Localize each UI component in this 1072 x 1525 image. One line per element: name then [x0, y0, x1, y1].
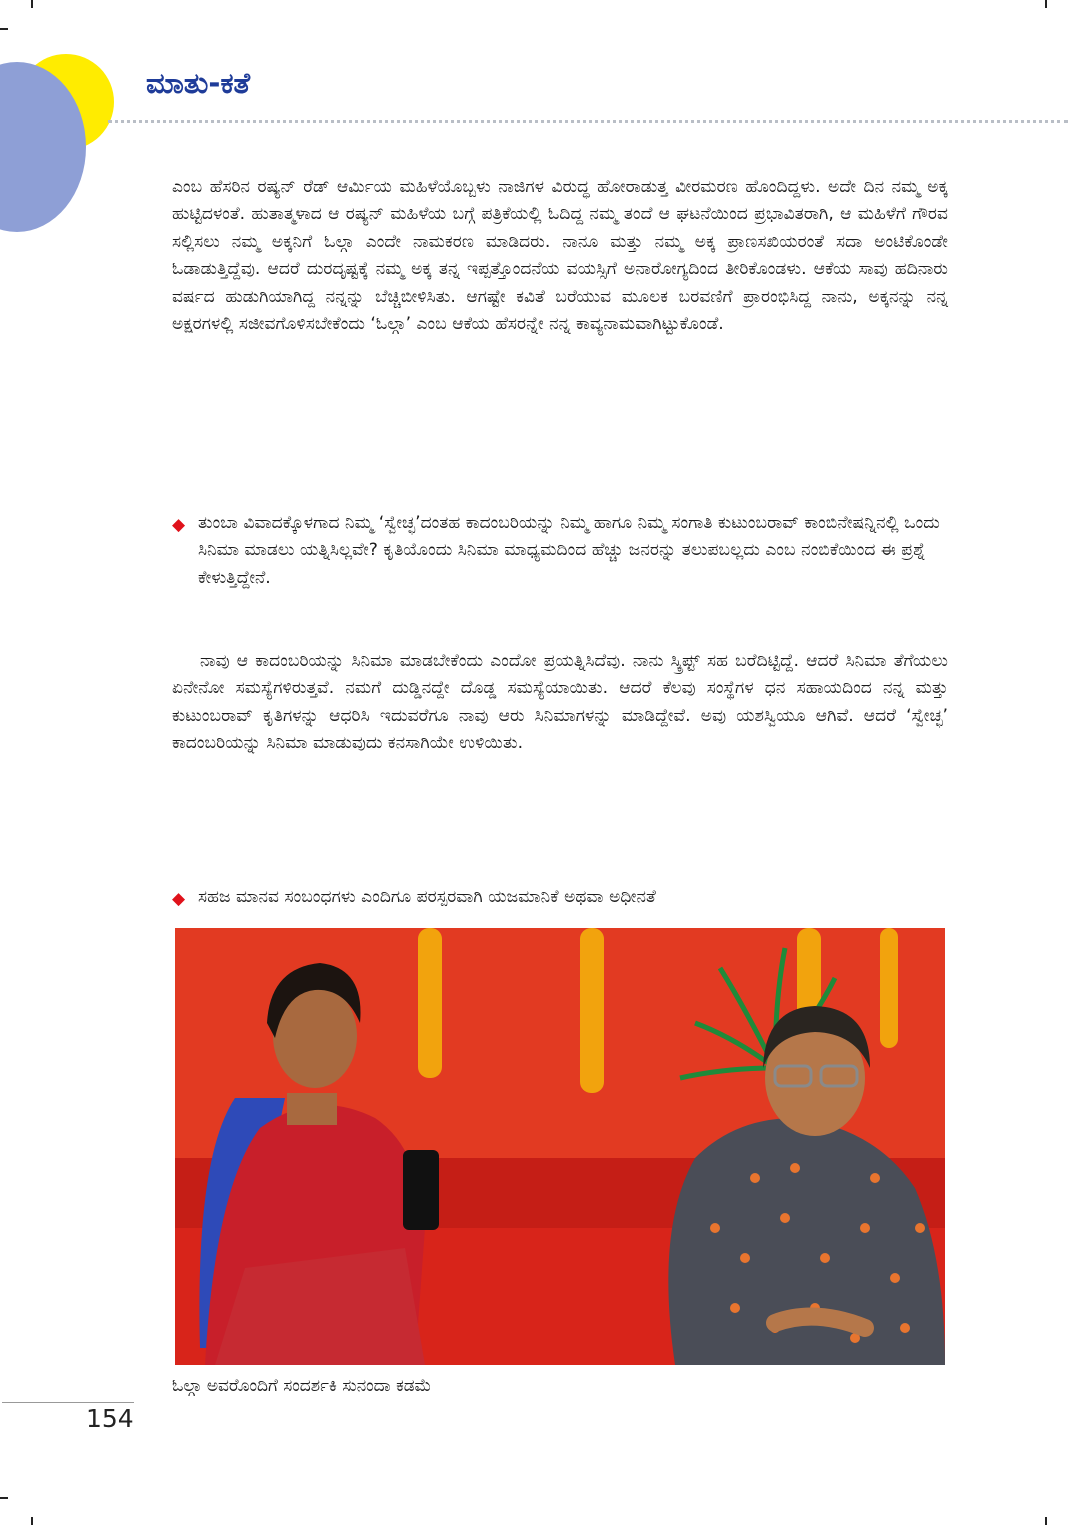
- crop-mark: [31, 1517, 33, 1525]
- crop-mark: [0, 1497, 8, 1499]
- interview-question: [172, 510, 948, 592]
- crop-mark: [1045, 1517, 1047, 1525]
- question-text: ತುಂಬಾ ವಿವಾದಕ್ಕೊಳಗಾದ ನಿಮ್ಮ ‘ಸ್ವೇಚ್ಛ’ದಂತಹ ಕಾದಂಬರಿಯನ್ನು ನಿಮ್ಮ ಹಾಗೂ ನಿಮ್ಮ ಸಂಗಾತಿ ಕುಟುಂಬರಾವ್ ಕಾಂಬಿನೇಷನ್ನಿನಲ್ಲಿ ಒಂದು ಸಿನಿಮಾ ಮಾಡಲು ಯತ್ನಿಸಿಲ್ಲವೇ? ಕೃತಿಯೊಂದು ಸಿನಿಮಾ ಮಾಧ್ಯಮದಿಂದ ಹೆಚ್ಚು ಜನರನ್ನು ತಲುಪಬಲ್ಲದು ಎಂಬ ನಂಬಿಕೆಯಿಂದ ಈ ಪ್ರಶ್ನೆ ಕೇಳುತ್ತಿದ್ದೇನೆ.: [198, 513, 940, 588]
- footer-rule: [2, 1402, 134, 1403]
- interview-photo: [175, 928, 945, 1365]
- photo-caption: ಓಲ್ಗಾ ಅವರೊಂದಿಗೆ ಸಂದರ್ಶಕಿ ಸುನಂದಾ ಕಡಮೆ: [172, 1376, 432, 1396]
- answer-paragraph: ನಾವು ಆ ಕಾದಂಬರಿಯನ್ನು ಸಿನಿಮಾ ಮಾಡಬೇಕೆಂದು ಎಂದೋ ಪ್ರಯತ್ನಿಸಿದೆವು. ನಾನು ಸ್ಕ್ರಿಪ್ಟ್ ಸಹ ಬರೆದಿಟ್ಟಿದ್ದೆ. ಆದರೆ ಸಿನಿಮಾ ತೆಗೆಯಲು ಏನೇನೋ ಸಮಸ್ಯೆಗಳಿರುತ್ತವೆ. ನಮಗೆ ದುಡ್ಡಿನದ್ದೇ ದೊಡ್ಡ ಸಮಸ್ಯೆಯಾಯಿತು. ಆದರೆ ಕೆಲವು ಸಂಸ್ಥೆಗಳ ಧನ ಸಹಾಯದಿಂದ ನನ್ನ ಮತ್ತು ಕುಟುಂಬರಾವ್ ಕೃತಿಗಳನ್ನು ಆಧರಿಸಿ ಇದುವರೆಗೂ ನಾವು ಆರು ಸಿನಿಮಾಗಳನ್ನು ಮಾಡಿದ್ದೇವೆ. ಅವು ಯಶಸ್ವಿಯೂ ಆಗಿವೆ. ಆದರೆ ‘ಸ್ವೇಚ್ಛ’ ಕಾದಂಬರಿಯನ್ನು ಸಿನಿಮಾ ಮಾಡುವುದು ಕನಸಾಗಿಯೇ ಉಳಿಯಿತು.: [172, 651, 948, 754]
- body-paragraph: ಎಂಬ ಹೆಸರಿನ ರಷ್ಯನ್ ರೆಡ್ ಆರ್ಮಿಯ ಮಹಿಳೆಯೊಬ್ಬಳು ನಾಜಿಗಳ ವಿರುದ್ಧ ಹೋರಾಡುತ್ತ ವೀರಮರಣ ಹೊಂದಿದ್ದಳು. ಅದೇ ದಿನ ನಮ್ಮ ಅಕ್ಕ ಹುಟ್ಟಿದಳಂತೆ. ಹುತಾತ್ಮಳಾದ ಆ ರಷ್ಯನ್ ಮಹಿಳೆಯ ಬಗ್ಗೆ ಪತ್ರಿಕೆಯಲ್ಲಿ ಓದಿದ್ದ ನಮ್ಮ ತಂದೆ ಆ ಘಟನೆಯಿಂದ ಪ್ರಭಾವಿತರಾಗಿ, ಆ ಮಹಿಳೆಗೆ ಗೌರವ ಸಲ್ಲಿಸಲು ನಮ್ಮ ಅಕ್ಕನಿಗೆ ಓಲ್ಗಾ ಎಂದೇ ನಾಮಕರಣ ಮಾಡಿದರು. ನಾನೂ ಮತ್ತು ನಮ್ಮ ಅಕ್ಕ ಪ್ರಾಣಸಖಿಯರಂತೆ ಸದಾ ಅಂಟಿಕೊಂಡೇ ಓಡಾಡುತ್ತಿದ್ದೆವು. ಆದರೆ ದುರದೃಷ್ಟಕ್ಕೆ ನಮ್ಮ ಅಕ್ಕ ತನ್ನ ಇಪ್ಪತ್ತೊಂದನೆಯ ವಯಸ್ಸಿಗೆ ಅನಾರೋಗ್ಯದಿಂದ ತೀರಿಕೊಂಡಳು. ಆಕೆಯ ಸಾವು ಹದಿನಾರು ವರ್ಷದ ಹುಡುಗಿಯಾಗಿದ್ದ ನನ್ನನ್ನು ಬೆಚ್ಚಿಬೀಳಿಸಿತು. ಆಗಷ್ಟೇ ಕವಿತೆ ಬರೆಯುವ ಮೂಲಕ ಬರವಣಿಗೆ ಪ್ರಾರಂಭಿಸಿದ್ದ ನಾನು, ಅಕ್ಕನನ್ನು ನನ್ನ ಅಕ್ಷರಗಳಲ್ಲಿ ಸಜೀವಗೊಳಿಸಬೇಕೆಂದು ‘ಓಲ್ಗಾ’ ಎಂಬ ಆಕೆಯ ಹೆಸರನ್ನೇ ನನ್ನ ಕಾವ್ಯನಾಮವಾಗಿಟ್ಟುಕೊಂಡೆ.: [172, 177, 948, 335]
- red-diamond-bullet-icon: ◆: [172, 889, 186, 909]
- red-diamond-bullet-icon: ◆: [172, 515, 186, 535]
- dotted-divider: [108, 120, 1068, 123]
- interview-question: [172, 884, 948, 911]
- page-number: 154: [86, 1404, 134, 1433]
- crop-mark: [0, 28, 8, 30]
- question-text: ಸಹಜ ಮಾನವ ಸಂಬಂಧಗಳು ಎಂದಿಗೂ ಪರಸ್ಪರವಾಗಿ ಯಜಮಾನಿಕೆ ಅಥವಾ ಅಧೀನತೆ: [198, 887, 656, 907]
- crop-mark: [1045, 0, 1047, 8]
- section-title: ಮಾತು-ಕತೆ: [146, 66, 251, 100]
- crop-mark: [31, 0, 33, 8]
